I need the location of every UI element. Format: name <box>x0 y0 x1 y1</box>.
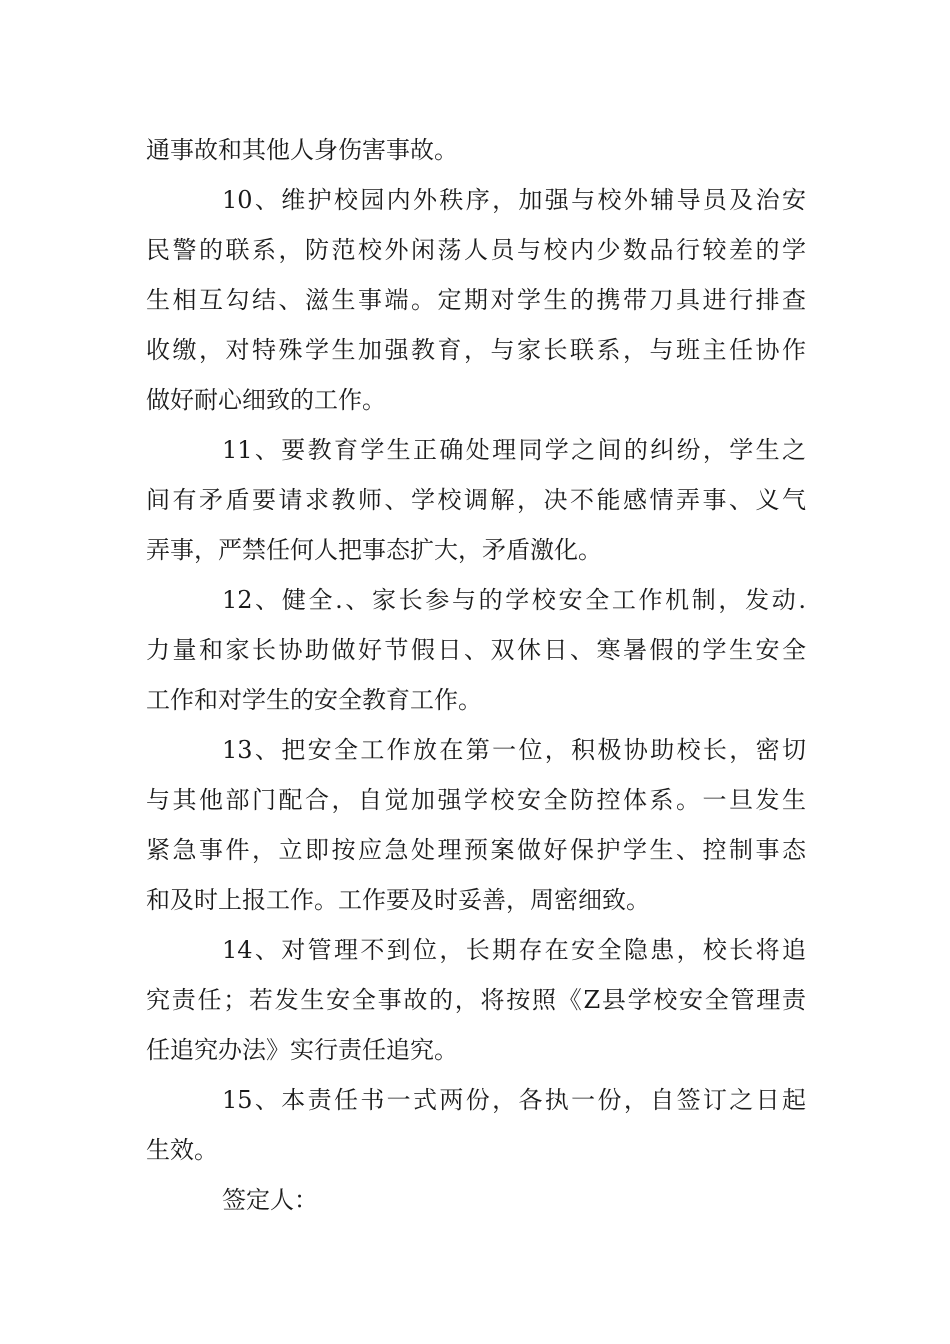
clause-11 <box>146 425 806 575</box>
paragraph-line: 15、本责任书一式两份，各执一份，自签订之日起 <box>222 1086 806 1114</box>
paragraph-line: 弄事，严禁任何人把事态扩大，矛盾激化。 <box>146 536 602 564</box>
clause-10 <box>146 175 806 425</box>
paragraph-line: 力量和家长协助做好节假日、双休日、寒暑假的学生安全 <box>146 636 806 664</box>
clause-13 <box>146 725 806 925</box>
clause-15 <box>146 1075 806 1175</box>
clause-14 <box>146 925 806 1075</box>
paragraph-line: 收缴，对特殊学生加强教育，与家长联系，与班主任协作 <box>146 336 806 364</box>
paragraph-line: 14、对管理不到位，长期存在安全隐患，校长将追 <box>222 936 806 964</box>
paragraph-line: 和及时上报工作。工作要及时妥善，周密细致。 <box>146 886 650 914</box>
paragraph-line: 12、健全.、家长参与的学校安全工作机制，发动. <box>222 586 806 614</box>
clause-12 <box>146 575 806 725</box>
paragraph-line: 间有矛盾要请求教师、学校调解，决不能感情弄事、义气 <box>146 486 806 514</box>
paragraph-line: 任追究办法》实行责任追究。 <box>146 1036 458 1064</box>
paragraph-line: 生效。 <box>146 1136 218 1164</box>
paragraph-line: 生相互勾结、滋生事端。定期对学生的携带刀具进行排查 <box>146 286 806 314</box>
paragraph-line: 13、把安全工作放在第一位，积极协助校长，密切 <box>222 736 806 764</box>
paragraph-line: 与其他部门配合，自觉加强学校安全防控体系。一旦发生 <box>146 786 806 814</box>
signature-label: 签定人： <box>222 1186 318 1214</box>
paragraph-line: 紧急事件，立即按应急处理预案做好保护学生、控制事态 <box>146 836 806 864</box>
paragraph-line: 11、要教育学生正确处理同学之间的纠纷，学生之 <box>222 436 806 464</box>
continuation-line: 通事故和其他人身伤害事故。 <box>146 136 458 164</box>
document-page <box>146 125 806 1225</box>
paragraph-line: 民警的联系，防范校外闲荡人员与校内少数品行较差的学 <box>146 236 806 264</box>
paragraph-line: 做好耐心细致的工作。 <box>146 386 386 414</box>
paragraph-line: 10、维护校园内外秩序，加强与校外辅导员及治安 <box>222 186 806 214</box>
paragraph-line: 工作和对学生的安全教育工作。 <box>146 686 482 714</box>
paragraph-line: 究责任；若发生安全事故的，将按照《Z县学校安全管理责 <box>146 986 806 1014</box>
